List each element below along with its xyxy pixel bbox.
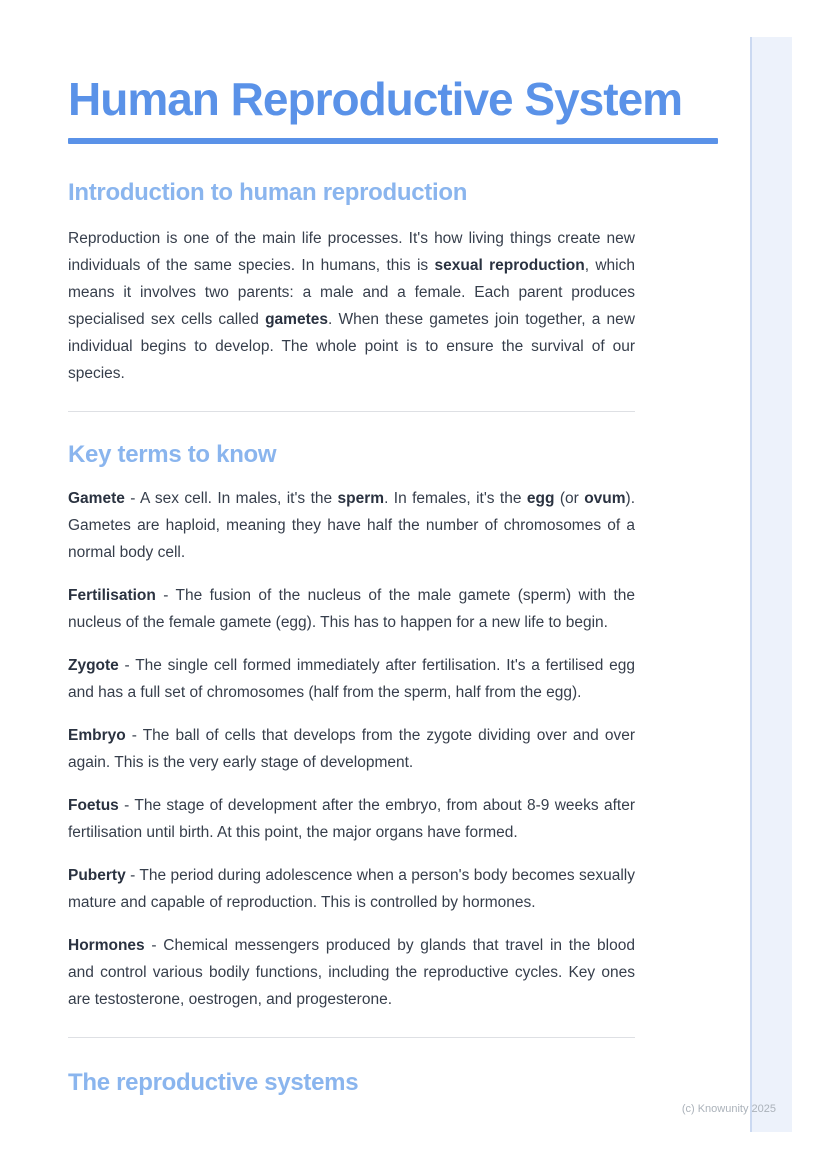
page-title: Human Reproductive System bbox=[68, 73, 683, 125]
section-heading-introduction: Introduction to human reproduction bbox=[68, 179, 468, 206]
section-divider bbox=[68, 1037, 635, 1038]
term-foetus: Foetus - The stage of development after the embryo, from about 8-9 weeks after fertilisation until birth. At this point, the major organs have formed. bbox=[68, 797, 635, 841]
document-content bbox=[68, 0, 683, 1097]
term-embryo: Embryo - The ball of cells that develops from the zygote dividing over and over again. This is the very early stage of development. bbox=[68, 727, 635, 771]
term-gamete: Gamete - A sex cell. In males, it's the sperm. In females, it's the egg (or ovum). Gametes are haploid, meaning they have half the number of chromosomes of a normal body cell. bbox=[68, 490, 635, 561]
side-accent-bar bbox=[750, 37, 792, 1132]
title-underline bbox=[68, 138, 718, 144]
intro-paragraph: Reproduction is one of the main life processes. It's how living things create new individuals of the same species. In humans, this is sexual reproduction, which means it involves two parents: a male and a female. Each parent produces specialised sex cells called gametes. When these gametes join together, a new individual begins to develop. The whole point is to ensure the survival of our species. bbox=[68, 230, 635, 382]
copyright-notice: (c) Knowunity 2025 bbox=[681, 1103, 776, 1115]
section-divider bbox=[68, 411, 635, 412]
term-puberty: Puberty - The period during adolescence when a person's body becomes sexually mature and capable of reproduction. This is controlled by hormones. bbox=[68, 867, 635, 911]
term-fertilisation: Fertilisation - The fusion of the nucleus of the male gamete (sperm) with the nucleus of the female gamete (egg). This has to happen for a new life to begin. bbox=[68, 587, 635, 631]
term-hormones: Hormones - Chemical messengers produced by glands that travel in the blood and control various bodily functions, including the reproductive cycles. Key ones are testosterone, oestrogen, and progesterone. bbox=[68, 937, 635, 1008]
term-zygote: Zygote - The single cell formed immediately after fertilisation. It's a fertilised egg and has a full set of chromosomes (half from the sperm, half from the egg). bbox=[68, 657, 635, 701]
section-heading-key-terms: Key terms to know bbox=[68, 441, 277, 468]
section-heading-reproductive-systems: The reproductive systems bbox=[68, 1069, 359, 1096]
